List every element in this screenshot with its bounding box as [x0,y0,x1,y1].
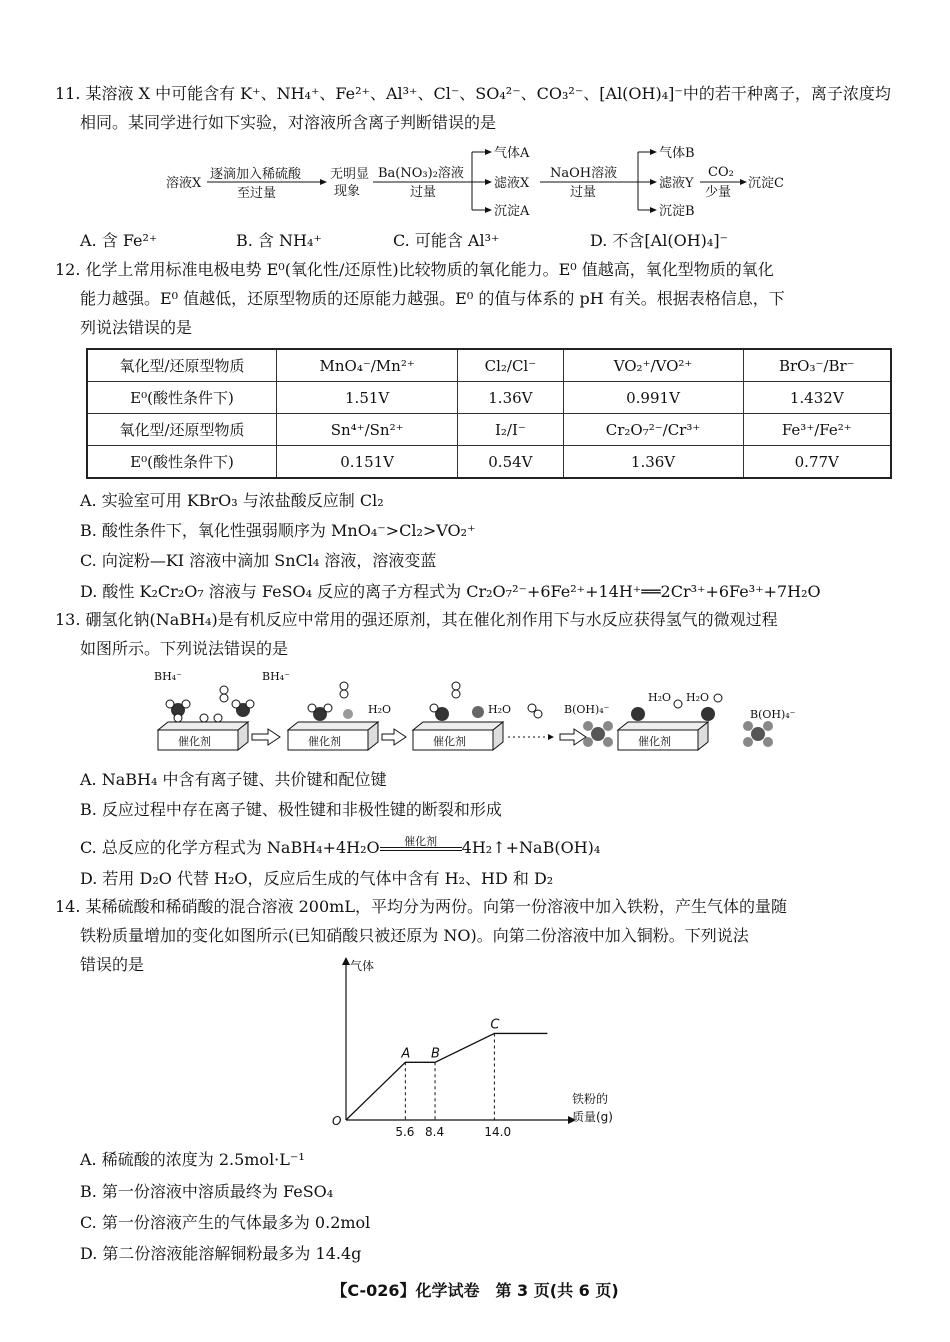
molecule-icon [308,682,353,721]
molecule-icon [166,686,254,722]
table-cell: 1.36V [563,446,743,479]
q12-option-a: A. 实验室可用 KBrO₃ 与浓盐酸反应制 Cl₂ [80,491,384,510]
table-cell: MnO₄⁻/Mn²⁺ [277,349,458,382]
q12-option-b: B. 酸性条件下，氧化性强弱顺序为 MnO₄⁻>Cl₂>VO₂⁺ [80,521,476,540]
q14-option-c: C. 第一份溶液产生的气体最多为 0.2mol [80,1213,371,1232]
flow-step4-bottom: 少量 [705,185,732,200]
q14-option-a: A. 稀硫酸的浓度为 2.5mol·L⁻¹ [80,1150,305,1169]
flow-step1-top: 逐滴加入稀硫酸 [210,167,302,182]
flow-precip-a: 沉淀A [494,204,530,219]
q11-flow-diagram [160,140,800,225]
q11-option-d: D. 不含[Al(OH)₄]⁻ [590,231,729,250]
x-tick-label: 5.6 [395,1125,415,1139]
page-footer: 【C-026】化学试卷 第 3 页(共 6 页) [331,1281,619,1300]
q14-option-b: B. 第一份溶液中溶质最终为 FeSO₄ [80,1182,334,1201]
q12-stem-line3: 列说法错误的是 [80,318,193,337]
flow-state1-top: 无明显 [330,167,370,182]
flow-step3-top: NaOH溶液 [550,166,618,181]
flow-state1-bottom: 现象 [334,184,361,199]
q11-stem-line2: 相同。某同学进行如下实验，对溶液所含离子判断错误的是 [80,113,497,132]
catalyst-block [413,722,503,750]
flow-filtrate-x: 滤液X [494,176,530,191]
x-axis-label-2: 质量(g) [572,1110,613,1124]
h2o-label-4: H₂O [686,691,710,704]
bh4-label-1: BH₄⁻ [154,670,182,683]
q13-mechanism-figure [148,668,796,760]
table-cell: Fe³⁺/Fe²⁺ [743,414,891,446]
reaction-condition: 催化剂 [404,835,438,848]
table-cell: Sn⁴⁺/Sn²⁺ [277,414,458,446]
table-cell: 1.432V [743,382,891,414]
q13-option-a: A. NaBH₄ 中含有离子键、共价键和配位键 [80,770,387,789]
catalyst-label: 催化剂 [638,735,671,748]
table-cell: I₂/I⁻ [458,414,563,446]
table-cell: BrO₃⁻/Br⁻ [743,349,891,382]
boh4-label-1: B(OH)₄⁻ [564,703,610,716]
point-label: A [401,1046,411,1062]
table-row [87,414,891,446]
catalyst-block [288,722,378,750]
table-cell: 0.54V [458,446,563,479]
flow-step3-bottom: 过量 [570,185,597,200]
q12-potential-table [86,348,892,479]
q11-option-a: A. 含 Fe²⁺ [80,231,158,250]
table-cell: 0.991V [563,382,743,414]
flow-step2-top: Ba(NO₃)₂溶液 [378,166,464,181]
table-cell: 0.151V [277,446,458,479]
catalyst-block [618,722,708,750]
x-axis-label-1: 铁粉的 [572,1092,609,1106]
q11-stem-line1: 11. 某溶液 X 中可能含有 K⁺、NH₄⁺、Fe²⁺、Al³⁺、Cl⁻、SO₄²⁻、CO₃²⁻、[Al(OH)₄]⁻中的若干种离子，离子浓度均 [55,84,891,103]
catalyst-label: 催化剂 [433,735,466,748]
q14-option-d: D. 第二份溶液能溶解铜粉最多为 14.4g [80,1244,362,1263]
origin-label: O [332,1114,342,1128]
table-cell: Cr₂O₇²⁻/Cr³⁺ [563,414,743,446]
table-cell: E⁰(酸性条件下) [87,382,277,414]
q13-option-b: B. 反应过程中存在离子键、极性键和非极性键的断裂和形成 [80,800,502,819]
y-axis-label: 气体 [350,959,375,973]
h2o-label-2: H₂O [488,703,512,716]
q14-stem-line2: 铁粉质量增加的变化如图所示(已知硝酸只被还原为 NO)。向第二份溶液中加入铜粉。下列说法 [80,926,749,945]
table-row [87,349,891,382]
bh4-label-2: BH₄⁻ [262,670,290,683]
q13-stem-line2: 如图所示。下列说法错误的是 [80,639,289,658]
table-row [87,382,891,414]
flow-start: 溶液X [166,176,202,191]
q14-gas-chart [320,955,630,1139]
flow-precip-c: 沉淀C [748,176,784,191]
series-line [346,1033,547,1120]
q13-option-c-pre: C. 总反应的化学方程式为 NaBH₄+4H₂O [80,838,380,857]
q13-option-c-post: 4H₂↑+NaB(OH)₄ [461,838,601,857]
h2o-label-3: H₂O [648,691,672,704]
flow-step4-top: CO₂ [708,165,734,180]
x-tick-label: 14.0 [484,1125,512,1139]
boh4-label-2: B(OH)₄⁻ [750,708,796,721]
q13-option-d: D. 若用 D₂O 代替 H₂O，反应后生成的气体中含有 H₂、HD 和 D₂ [80,869,554,888]
table-cell: Cl₂/Cl⁻ [458,349,563,382]
q11-option-c: C. 可能含 Al³⁺ [393,231,500,250]
flow-filtrate-y: 滤液Y [659,176,694,191]
process-arrow-icon [560,729,586,745]
point-label: C [490,1017,500,1033]
catalyst-label: 催化剂 [178,735,211,748]
q12-option-c: C. 向淀粉—KI 溶液中滴加 SnCl₄ 溶液，溶液变蓝 [80,551,437,570]
catalyst-block [158,722,248,750]
h2o-label-1: H₂O [368,703,392,716]
table-cell: 1.51V [277,382,458,414]
q13-option-c [80,835,600,858]
table-cell: 1.36V [458,382,563,414]
flow-gas-b: 气体B [659,146,695,161]
reaction-arrow [380,835,462,858]
process-arrow-icon [252,729,280,745]
table-cell: 氧化型/还原型物质 [87,349,277,382]
flow-step1-bottom: 至过量 [237,186,277,201]
q12-stem-line1: 12. 化学上常用标准电极电势 E⁰(氧化性/还原性)比较物质的氧化能力。E⁰ 值越高，氧化型物质的氧化 [55,260,774,279]
q14-stem-line1: 14. 某稀硫酸和稀硝酸的混合溶液 200mL，平均分为两份。向第一份溶液中加入铁粉，产生气体的量随 [55,897,787,916]
q12-stem-line2: 能力越强。E⁰ 值越低，还原型物质的还原能力越强。E⁰ 的值与体系的 pH 有关。根据表格信息，下 [80,289,785,308]
flow-step2-bottom: 过量 [410,185,437,200]
q14-stem-line3: 错误的是 [80,955,145,974]
table-cell: 0.77V [743,446,891,479]
table-cell: VO₂⁺/VO²⁺ [563,349,743,382]
q12-option-d: D. 酸性 K₂Cr₂O₇ 溶液与 FeSO₄ 反应的离子方程式为 Cr₂O₇²⁻+6Fe²⁺+14H⁺══2Cr³⁺+6Fe³⁺+7H₂O [80,582,821,601]
catalyst-label: 催化剂 [308,735,341,748]
table-cell: 氧化型/还原型物质 [87,414,277,446]
process-arrow-icon [382,729,406,745]
flow-precip-b: 沉淀B [659,204,695,219]
table-row [87,446,891,479]
flow-gas-a: 气体A [494,146,530,161]
x-tick-label: 8.4 [425,1125,445,1139]
table-cell: E⁰(酸性条件下) [87,446,277,479]
molecule-icon [430,682,484,721]
q11-option-b: B. 含 NH₄⁺ [236,231,322,250]
point-label: B [431,1046,440,1062]
q13-stem-line1: 13. 硼氢化钠(NaBH₄)是有机反应中常用的强还原剂，其在催化剂作用下与水反应获得氢气的微观过程 [55,610,778,629]
